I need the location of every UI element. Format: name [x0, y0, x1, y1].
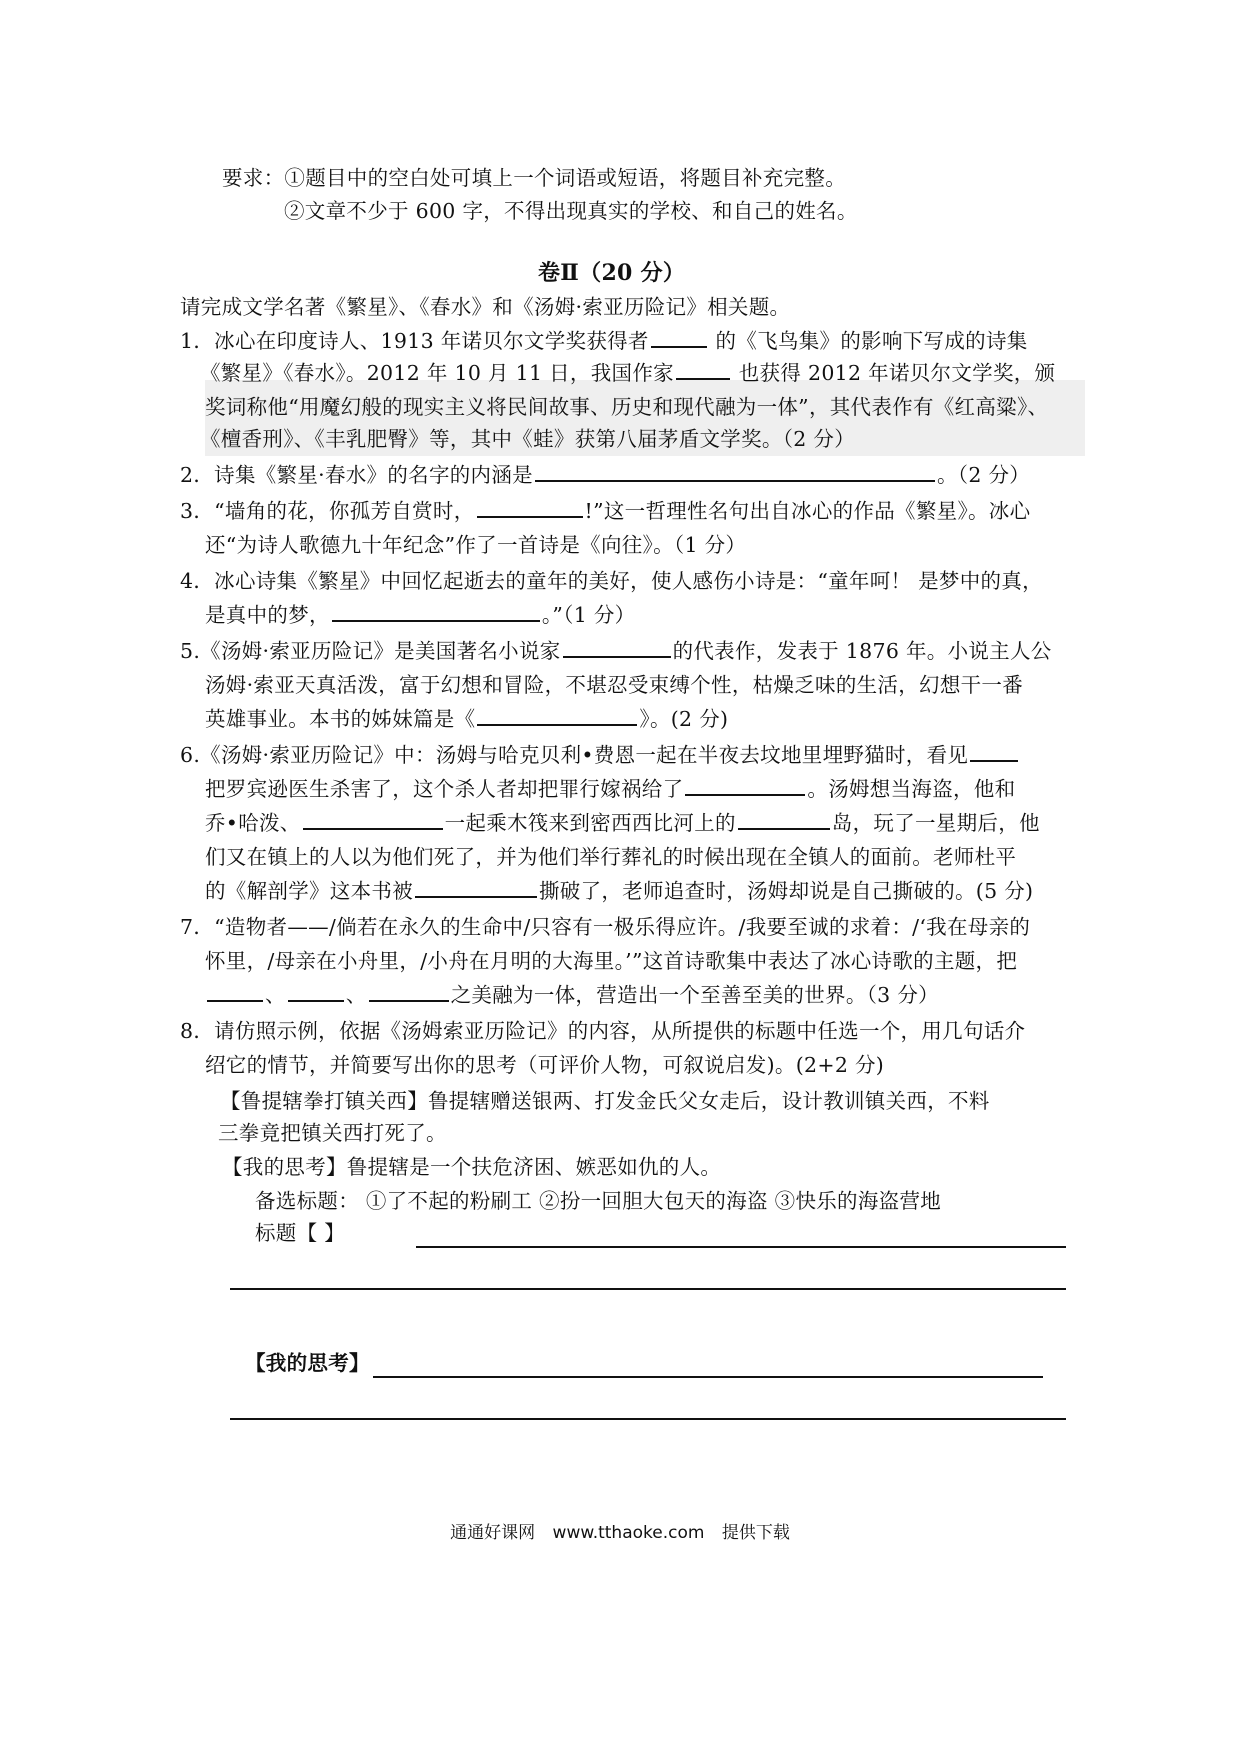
answer-blank[interactable] [288, 980, 344, 1002]
requirement-2: ②文章不少于 600 字，不得出现真实的学校、和自己的姓名。 [284, 199, 858, 223]
q7-text-b: 、 [345, 983, 367, 1007]
q1-text-a: 1．冰心在印度诗人、1913 年诺贝尔文学奖获得者 [180, 329, 649, 353]
q5-text-a: 5.《汤姆·索亚历险记》是美国著名小说家 [180, 639, 561, 663]
footer-site-name: 通通好课网 [450, 1523, 536, 1543]
q6-text-h: 撕破了，老师追查时，汤姆却说是自己撕破的。(5 分) [539, 879, 1034, 903]
q3-text-a: 3．“墙角的花，你孤芳自赏时， [180, 499, 475, 523]
answer-blank[interactable] [303, 808, 443, 830]
q6-text-f: 岛，玩了一星期后，他 [831, 811, 1040, 835]
question-1-line-2 [200, 358, 1055, 388]
q2-text-b: 。（2 分） [936, 463, 1031, 487]
question-6-line-2 [205, 774, 1015, 804]
q1-text-b: 的《飞鸟集》的影响下写成的诗集 [708, 329, 1028, 353]
q3-text-b: !”这一哲理性名句出自冰心的作品《繁星》。冰心 [584, 499, 1031, 523]
question-1-line-1 [180, 326, 1028, 356]
question-5-line-2: 汤姆·索亚天真活泼，富于幻想和冒险，不堪忍受束缚个性，枯燥乏味的生活，幻想干一番 [205, 673, 1024, 697]
thinking-answer-line[interactable] [373, 1376, 1043, 1378]
example-text-2: 三拳竟把镇关西打死了。 [218, 1121, 447, 1145]
answer-blank[interactable] [477, 704, 637, 726]
requirement-1: 要求：①题目中的空白处可填上一个词语或短语，将题目补充完整。 [222, 166, 846, 190]
q7-text-c: 之美融为一体，营造出一个至善至美的世界。（3 分） [450, 983, 939, 1007]
section-intro: 请完成文学名著《繁星》、《春水》和《汤姆·索亚历险记》相关题。 [180, 295, 791, 319]
q6-text-g: 的《解剖学》这本书被 [205, 879, 413, 903]
answer-blank[interactable] [676, 358, 730, 380]
q6-text-e: 一起乘木筏来到密西西比河上的 [444, 811, 736, 835]
q5-text-d: 》。(2 分) [639, 707, 729, 731]
answer-blank[interactable] [369, 980, 449, 1002]
answer-blank[interactable] [477, 496, 583, 518]
q5-text-b: 的代表作，发表于 1876 年。小说主人公 [672, 639, 1052, 663]
answer-blank[interactable] [563, 636, 671, 658]
page-footer [0, 1518, 1240, 1543]
q7-text-a: 、 [265, 983, 286, 1007]
question-6-line-5 [205, 876, 1033, 906]
question-8-line-2: 绍它的情节，并简要写出你的思考（可评价人物，可叙说启发)。(2+2 分) [205, 1053, 885, 1077]
answer-blank[interactable] [685, 774, 805, 796]
example-text-1: 【鲁提辖拳打镇关西】鲁提辖赠送银两、打发金氏父女走后，设计教训镇关西，不料 [220, 1089, 990, 1113]
answer-blank[interactable] [535, 460, 935, 482]
answer-blank[interactable] [970, 740, 1018, 762]
q5-text-c: 英雄事业。本书的姊妹篇是《 [205, 707, 476, 731]
answer-blank[interactable] [651, 326, 707, 348]
thinking-label: 【我的思考】 [245, 1351, 370, 1375]
q1-text-c: 《繁星》《春水》。2012 年 10 月 11 日，我国作家 [200, 361, 674, 385]
question-5-line-3 [205, 704, 728, 734]
q4-text-a: 是真中的梦， [205, 603, 330, 627]
q2-text-a: 2．诗集《繁星·春水》的名字的内涵是 [180, 463, 533, 487]
question-4-line-2 [205, 600, 635, 630]
question-5-line-1 [180, 636, 1052, 666]
q1-text-d: 也获得 2012 年诺贝尔文学奖，颁 [731, 361, 1056, 385]
question-4-line-1: 4．冰心诗集《繁星》中回忆起逝去的童年的美好，使人感伤小诗是：“童年呵！ 是梦中的真， [180, 569, 1043, 593]
answer-blank[interactable] [415, 876, 537, 898]
question-7-line-1: 7．“造物者——/倘若在永久的生命中/只容有一极乐得应许。/我要至诚的求着：/‘我在母亲的 [180, 915, 1031, 939]
q6-text-b: 把罗宾逊医生杀害了，这个杀人者却把罪行嫁祸给了 [205, 777, 684, 801]
answer-blank[interactable] [738, 808, 830, 830]
question-7-line-2: 怀里，/母亲在小舟里，/小舟在月明的大海里。’”这首诗歌集中表达了冰心诗歌的主题，把 [205, 949, 1018, 973]
question-6-line-3 [205, 808, 1040, 838]
title-label: 标题【 】 [255, 1221, 346, 1245]
question-6-line-4: 们又在镇上的人以为他们死了，并为他们举行葬礼的时候出现在全镇人的面前。老师杜平 [205, 845, 1017, 869]
example-thinking: 【我的思考】鲁提辖是一个扶危济困、嫉恶如仇的人。 [222, 1155, 722, 1179]
q6-text-d: 乔•哈泼、 [205, 811, 301, 835]
footer-url[interactable]: www.tthaoke.com [552, 1523, 705, 1543]
story-answer-line[interactable] [230, 1288, 1066, 1290]
question-8-line-1: 8．请仿照示例，依据《汤姆索亚历险记》的内容，从所提供的标题中任选一个，用几句话介 [180, 1019, 1026, 1043]
question-6-line-1 [180, 740, 1020, 770]
footer-note: 提供下载 [721, 1523, 790, 1543]
question-3-line-1 [180, 496, 1030, 526]
title-options: 备选标题： ①了不起的粉刷工 ②扮一回胆大包天的海盗 ③快乐的海盗营地 [255, 1189, 942, 1213]
question-7-line-3 [205, 980, 939, 1010]
section-title: 卷Ⅱ（20 分） [538, 260, 686, 286]
question-1-line-4: 《檀香刑》、《丰乳肥臀》等，其中《蛙》获第八届茅盾文学奖。（2 分） [200, 427, 856, 451]
question-3-line-2: 还“为诗人歌德九十年纪念”作了一首诗是《向往》。（1 分） [205, 533, 747, 557]
thinking-answer-line-2[interactable] [230, 1418, 1066, 1420]
q6-text-c: 。汤姆想当海盗，他和 [807, 777, 1016, 801]
answer-blank[interactable] [332, 600, 540, 622]
title-answer-line[interactable] [416, 1246, 1066, 1248]
q6-text-a: 6.《汤姆·索亚历险记》中：汤姆与哈克贝利•费恩一起在半夜去坟地里埋野猫时，看见 [180, 743, 969, 767]
answer-blank[interactable] [207, 980, 263, 1002]
question-2 [180, 460, 1030, 490]
q4-text-b: 。”（1 分） [541, 603, 636, 627]
question-1-line-3: 奖词称他“用魔幻般的现实主义将民间故事、历史和现代融为一体”，其代表作有《红高粱》、 [205, 395, 1049, 419]
